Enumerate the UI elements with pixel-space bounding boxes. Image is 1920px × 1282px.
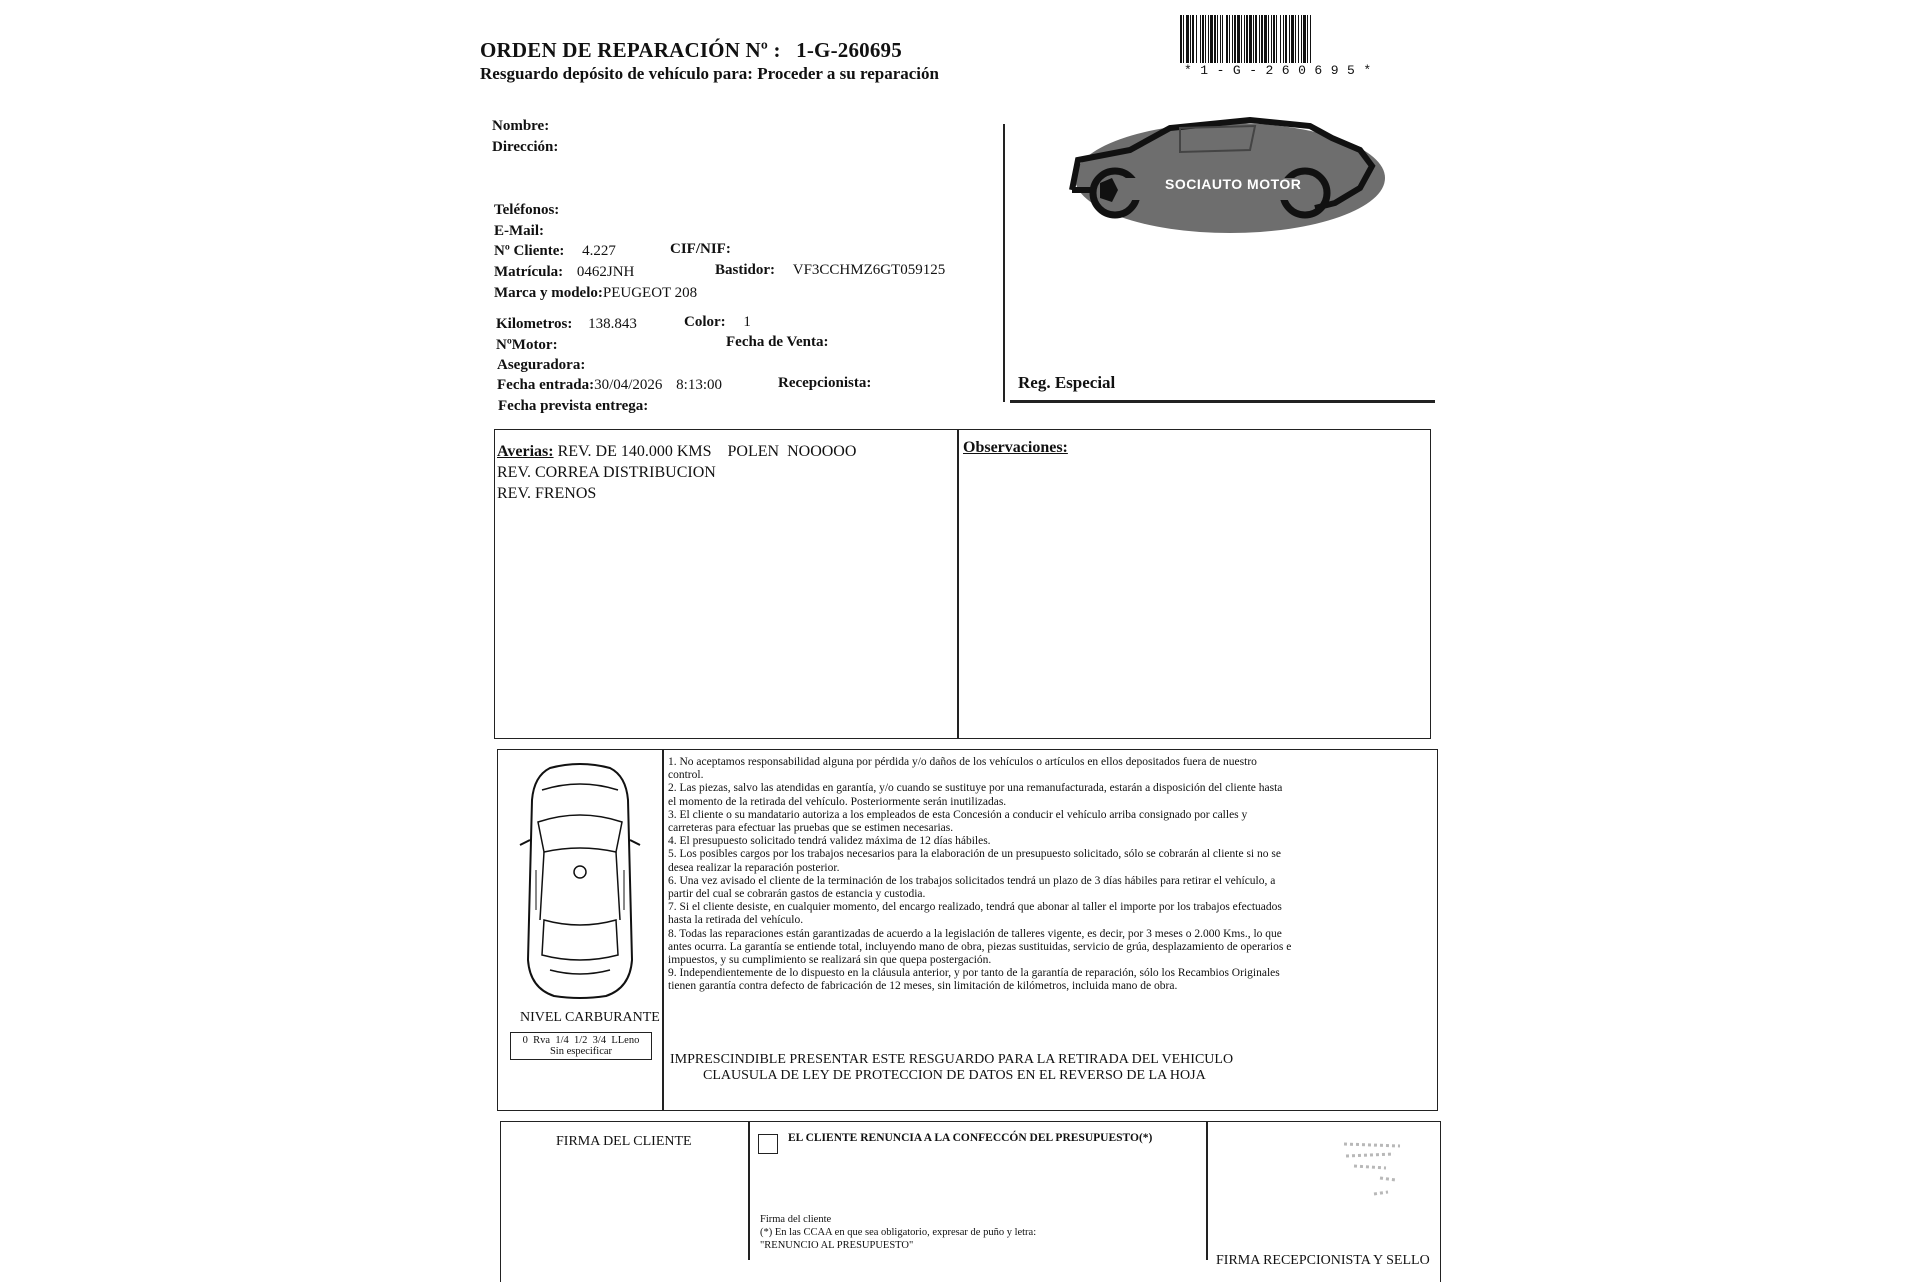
direccion-field [492, 139, 558, 156]
clause-line: tienen garantía contra defecto de fabricación de 12 meses, sin limitación de kilómetros, incluida mano de obra. [668, 980, 1178, 993]
clause-line: 2. Las piezas, salvo las atendidas en garantía, y/o cuando se sustituye por una remanufacturada, estarán a disposición del cliente hasta [668, 782, 1283, 795]
clause-line: 6. Una vez avisado el cliente de la terminación de los trabajos solicitados tendrá un plazo de 3 días hábiles para retirar el vehículo, a [668, 874, 1276, 887]
fecha-venta-label: Fecha de Venta: [726, 334, 829, 350]
cliente-value: 4.227 [582, 243, 616, 259]
marca-value: PEUGEOT 208 [602, 285, 698, 301]
marca-label: Marca y modelo: [494, 285, 603, 301]
conditions-divider [662, 750, 664, 1110]
cliente-label: Nº Cliente: [494, 243, 565, 259]
averias-line-2: REV. CORREA DISTRIBUCION [497, 464, 716, 481]
color-field [684, 314, 751, 331]
marca-field [494, 285, 697, 302]
clause-line: carreteras para efectuar las pruebas que se estimen necesarias. [668, 822, 954, 835]
aseguradora-field [497, 357, 585, 374]
motor-field [496, 337, 558, 354]
fuel-level-value: Sin especificar [549, 1046, 613, 1057]
fecha-venta-field [726, 334, 829, 351]
fuel-level-scale: 0 Rva 1/4 1/2 3/4 LLeno [522, 1035, 640, 1046]
firma-cliente-small: Firma del cliente [760, 1214, 832, 1225]
presupuesto-note-2: "RENUNCIO AL PRESUPUESTO" [760, 1240, 914, 1251]
fecha-prevista-label: Fecha prevista entrega: [498, 398, 649, 414]
clause-line: 5. Los posibles cargos por los trabajos necesarios para la elaboración de un presupuesto solicitado, sólo se cobrarán al cliente si no se [668, 848, 1281, 861]
barcode-text: *1-G-260695* [1184, 63, 1380, 78]
clause-line: antes ocurra. La garantía se entiende total, incluyendo mano de obra, piezas sustituidas, servicio de grúa, desplazamiento de operarios e [668, 940, 1292, 953]
hora-entrada-value: 8:13:00 [676, 377, 722, 393]
signatures-divider-2 [1206, 1122, 1208, 1260]
reg-especial [1018, 373, 1115, 393]
fuel-level-label: NIVEL CARBURANTE [520, 1010, 660, 1025]
email-field [494, 223, 544, 240]
reg-especial-label: Reg. Especial [1018, 373, 1116, 392]
sociauto-logo-graphic [1060, 108, 1390, 238]
km-value: 138.843 [588, 316, 637, 332]
km-label: Kilometros: [496, 316, 573, 332]
clause-line: impuestos, y su cumplimiento se realizará sin que quepa postergación. [668, 954, 992, 967]
order-title [480, 38, 902, 63]
cif-field [670, 241, 731, 258]
email-label: E-Mail: [494, 223, 544, 239]
telefonos-label: Teléfonos: [494, 202, 560, 218]
direccion-label: Dirección: [492, 139, 559, 155]
nombre-label: Nombre: [492, 118, 550, 134]
notice-proteccion-datos: CLAUSULA DE LEY DE PROTECCION DE DATOS EN EL REVERSO DE LA HOJA [703, 1068, 1206, 1083]
clause-line: 4. El presupuesto solicitado tendrá validez máxima de 12 días hábiles. [668, 835, 991, 848]
car-top-view-diagram [510, 760, 650, 1000]
renuncia-checkbox[interactable] [758, 1134, 778, 1154]
color-value: 1 [743, 314, 751, 330]
order-subtitle: Resguardo depósito de vehículo para: Proceder a su reparación [480, 64, 939, 83]
fecha-entrada-value: 30/04/2026 [594, 377, 663, 393]
clause-line: el momento de la retirada del vehículo. Posteriormente serán inutilizadas. [668, 795, 1007, 808]
signatures-divider-1 [748, 1122, 750, 1260]
observaciones-label: Observaciones: [963, 439, 1068, 456]
recepcionista-field [778, 375, 871, 392]
order-title-label: ORDEN DE REPARACIÓN Nº : [480, 38, 781, 62]
clause-line: control. [668, 769, 704, 782]
motor-label: NºMotor: [496, 337, 558, 353]
fecha-entrada-field [497, 377, 722, 394]
presupuesto-note-1: (*) En las CCAA en que sea obligatorio, expresar de puño y letra: [760, 1227, 1037, 1238]
telefonos-field [494, 202, 559, 219]
matricula-label: Matrícula: [494, 264, 564, 280]
clause-line: 9. Independientemente de lo dispuesto en la cláusula anterior, y por tanto de la garantía de reparación, sólo los Recambios Originales [668, 967, 1280, 980]
fecha-entrada-label: Fecha entrada: [497, 377, 595, 393]
aseguradora-label: Aseguradora: [497, 357, 586, 373]
averias-divider [957, 430, 959, 738]
clause-line: 8. Todas las reparaciones están garantizadas de acuerdo a la legislación de talleres vigente, es decir, por 3 meses o 2.000 Kms., lo que [668, 927, 1282, 940]
clause-line: hasta la retirada del vehículo. [668, 914, 804, 927]
barcode [1180, 15, 1420, 63]
clause-line: 7. Si el cliente desiste, en cualquier momento, del encargo realizado, tendrá que abonar al taller el importe por los trabajos efectuados [668, 901, 1282, 914]
bastidor-field [715, 262, 945, 279]
faded-stamp-graphic [1340, 1134, 1410, 1204]
firma-cliente-label: FIRMA DEL CLIENTE [556, 1134, 692, 1149]
barcode-bar [1311, 15, 1312, 63]
recepcionista-label: Recepcionista: [778, 375, 872, 391]
bastidor-label: Bastidor: [715, 262, 775, 278]
clause-line: partir del cual se cobrarán gastos de estancia y custodia. [668, 888, 926, 901]
color-label: Color: [684, 314, 726, 330]
renuncia-label: EL CLIENTE RENUNCIA A LA CONFECCÓN DEL PRESUPUESTO(*) [788, 1132, 1153, 1144]
cif-label: CIF/NIF: [670, 241, 731, 257]
sociauto-logo [1060, 108, 1390, 238]
clause-line: desea realizar la reparación posterior. [668, 861, 840, 874]
firma-recepcionista-label: FIRMA RECEPCIONISTA Y SELLO [1216, 1253, 1430, 1268]
nombre-field [492, 118, 549, 135]
logo-box-bottom-border [1010, 400, 1435, 403]
car-top-view-graphic [510, 760, 650, 1000]
bastidor-value: VF3CCHMZ6GT059125 [792, 262, 946, 278]
averias-section [497, 441, 856, 504]
matricula-field [494, 264, 634, 281]
averias-label: Averias: [497, 443, 554, 460]
clause-line: 3. El cliente o su mandatario autoriza a los empleados de esta Concesión a conducir el vehículo arriba consignado por calles y [668, 808, 1248, 821]
fecha-prevista-field [498, 398, 648, 415]
order-number: 1-G-260695 [796, 38, 902, 62]
averias-line-1: REV. DE 140.000 KMS POLEN NOOOOO [557, 443, 857, 460]
logo-box-left-border [1003, 124, 1005, 402]
faded-stamp [1340, 1134, 1410, 1204]
matricula-value: 0462JNH [576, 264, 635, 280]
clause-line: 1. No aceptamos responsabilidad alguna por pérdida y/o daños de los vehículos o artículos en ellos depositados fuera de nuestro [668, 756, 1257, 768]
km-field [496, 316, 637, 333]
cliente-field [494, 243, 616, 260]
fuel-level-gauge [510, 1032, 652, 1060]
terms-clauses [668, 756, 1428, 994]
averias-line-3: REV. FRENOS [497, 485, 597, 502]
sociauto-logo-text: SOCIAUTO MOTOR [1165, 176, 1302, 192]
notice-retirada: IMPRESCINDIBLE PRESENTAR ESTE RESGUARDO PARA LA RETIRADA DEL VEHICULO [670, 1052, 1234, 1067]
